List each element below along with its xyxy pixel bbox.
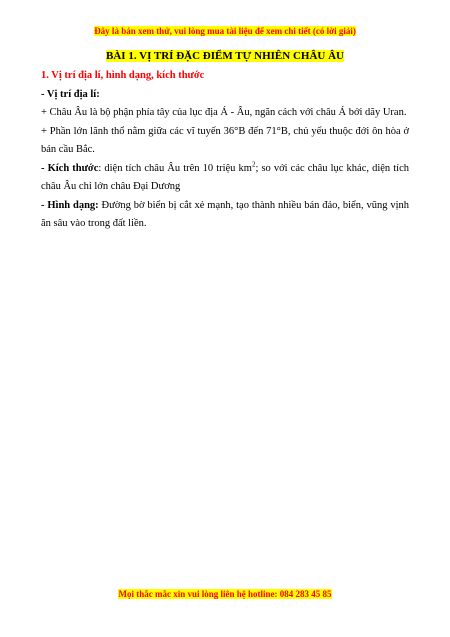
size-text-a: : diện tích châu Âu trên 10 triệu km <box>98 162 252 174</box>
preview-banner-text: Đây là bản xem thử, vui lòng mua tài liệu để xem chi tiết (có lời giải) <box>94 26 356 36</box>
hotline-footer <box>0 588 450 600</box>
page-title <box>0 49 450 63</box>
hotline-footer-text: Mọi thắc mắc xin vui lòng liên hệ hotline: 084 283 45 85 <box>118 589 332 599</box>
page-title-text: BÀI 1. VỊ TRÍ ĐẶC ĐIỂM TỰ NHIÊN CHÂU ÂU <box>106 50 344 62</box>
shape-label: - Hình dạng: <box>41 199 99 211</box>
bullet-paragraph-2: + Phần lớn lãnh thổ nằm giữa các vĩ tuyến 36°B đến 71°B, chủ yếu thuộc đới ôn hòa ở bán cầu Bắc. <box>41 125 409 155</box>
shape-paragraph <box>41 197 409 234</box>
size-superscript: 2 <box>251 160 256 168</box>
preview-banner <box>0 25 450 37</box>
size-text-b: ; so với các châu lục khác, diện tích châu Âu chỉ lớn châu Đại Dương <box>41 162 409 192</box>
shape-text: Đường bờ biển bị cắt xẻ mạnh, tạo thành nhiều bán đảo, biển, vũng vịnh ăn sâu vào trong đất liền. <box>41 199 410 229</box>
section-heading: 1. Vị trí địa lí, hình dạng, kích thước <box>41 70 205 81</box>
bullet-paragraph-1: + Châu Âu là bộ phận phía tây của lục địa Á - Âu, ngăn cách với châu Á bởi dãy Uran. <box>41 107 407 118</box>
size-paragraph <box>41 160 409 197</box>
document-body <box>41 67 409 234</box>
sub-heading-location: - Vị trí địa lí: <box>41 88 100 100</box>
size-label: - Kích thước <box>41 162 99 174</box>
